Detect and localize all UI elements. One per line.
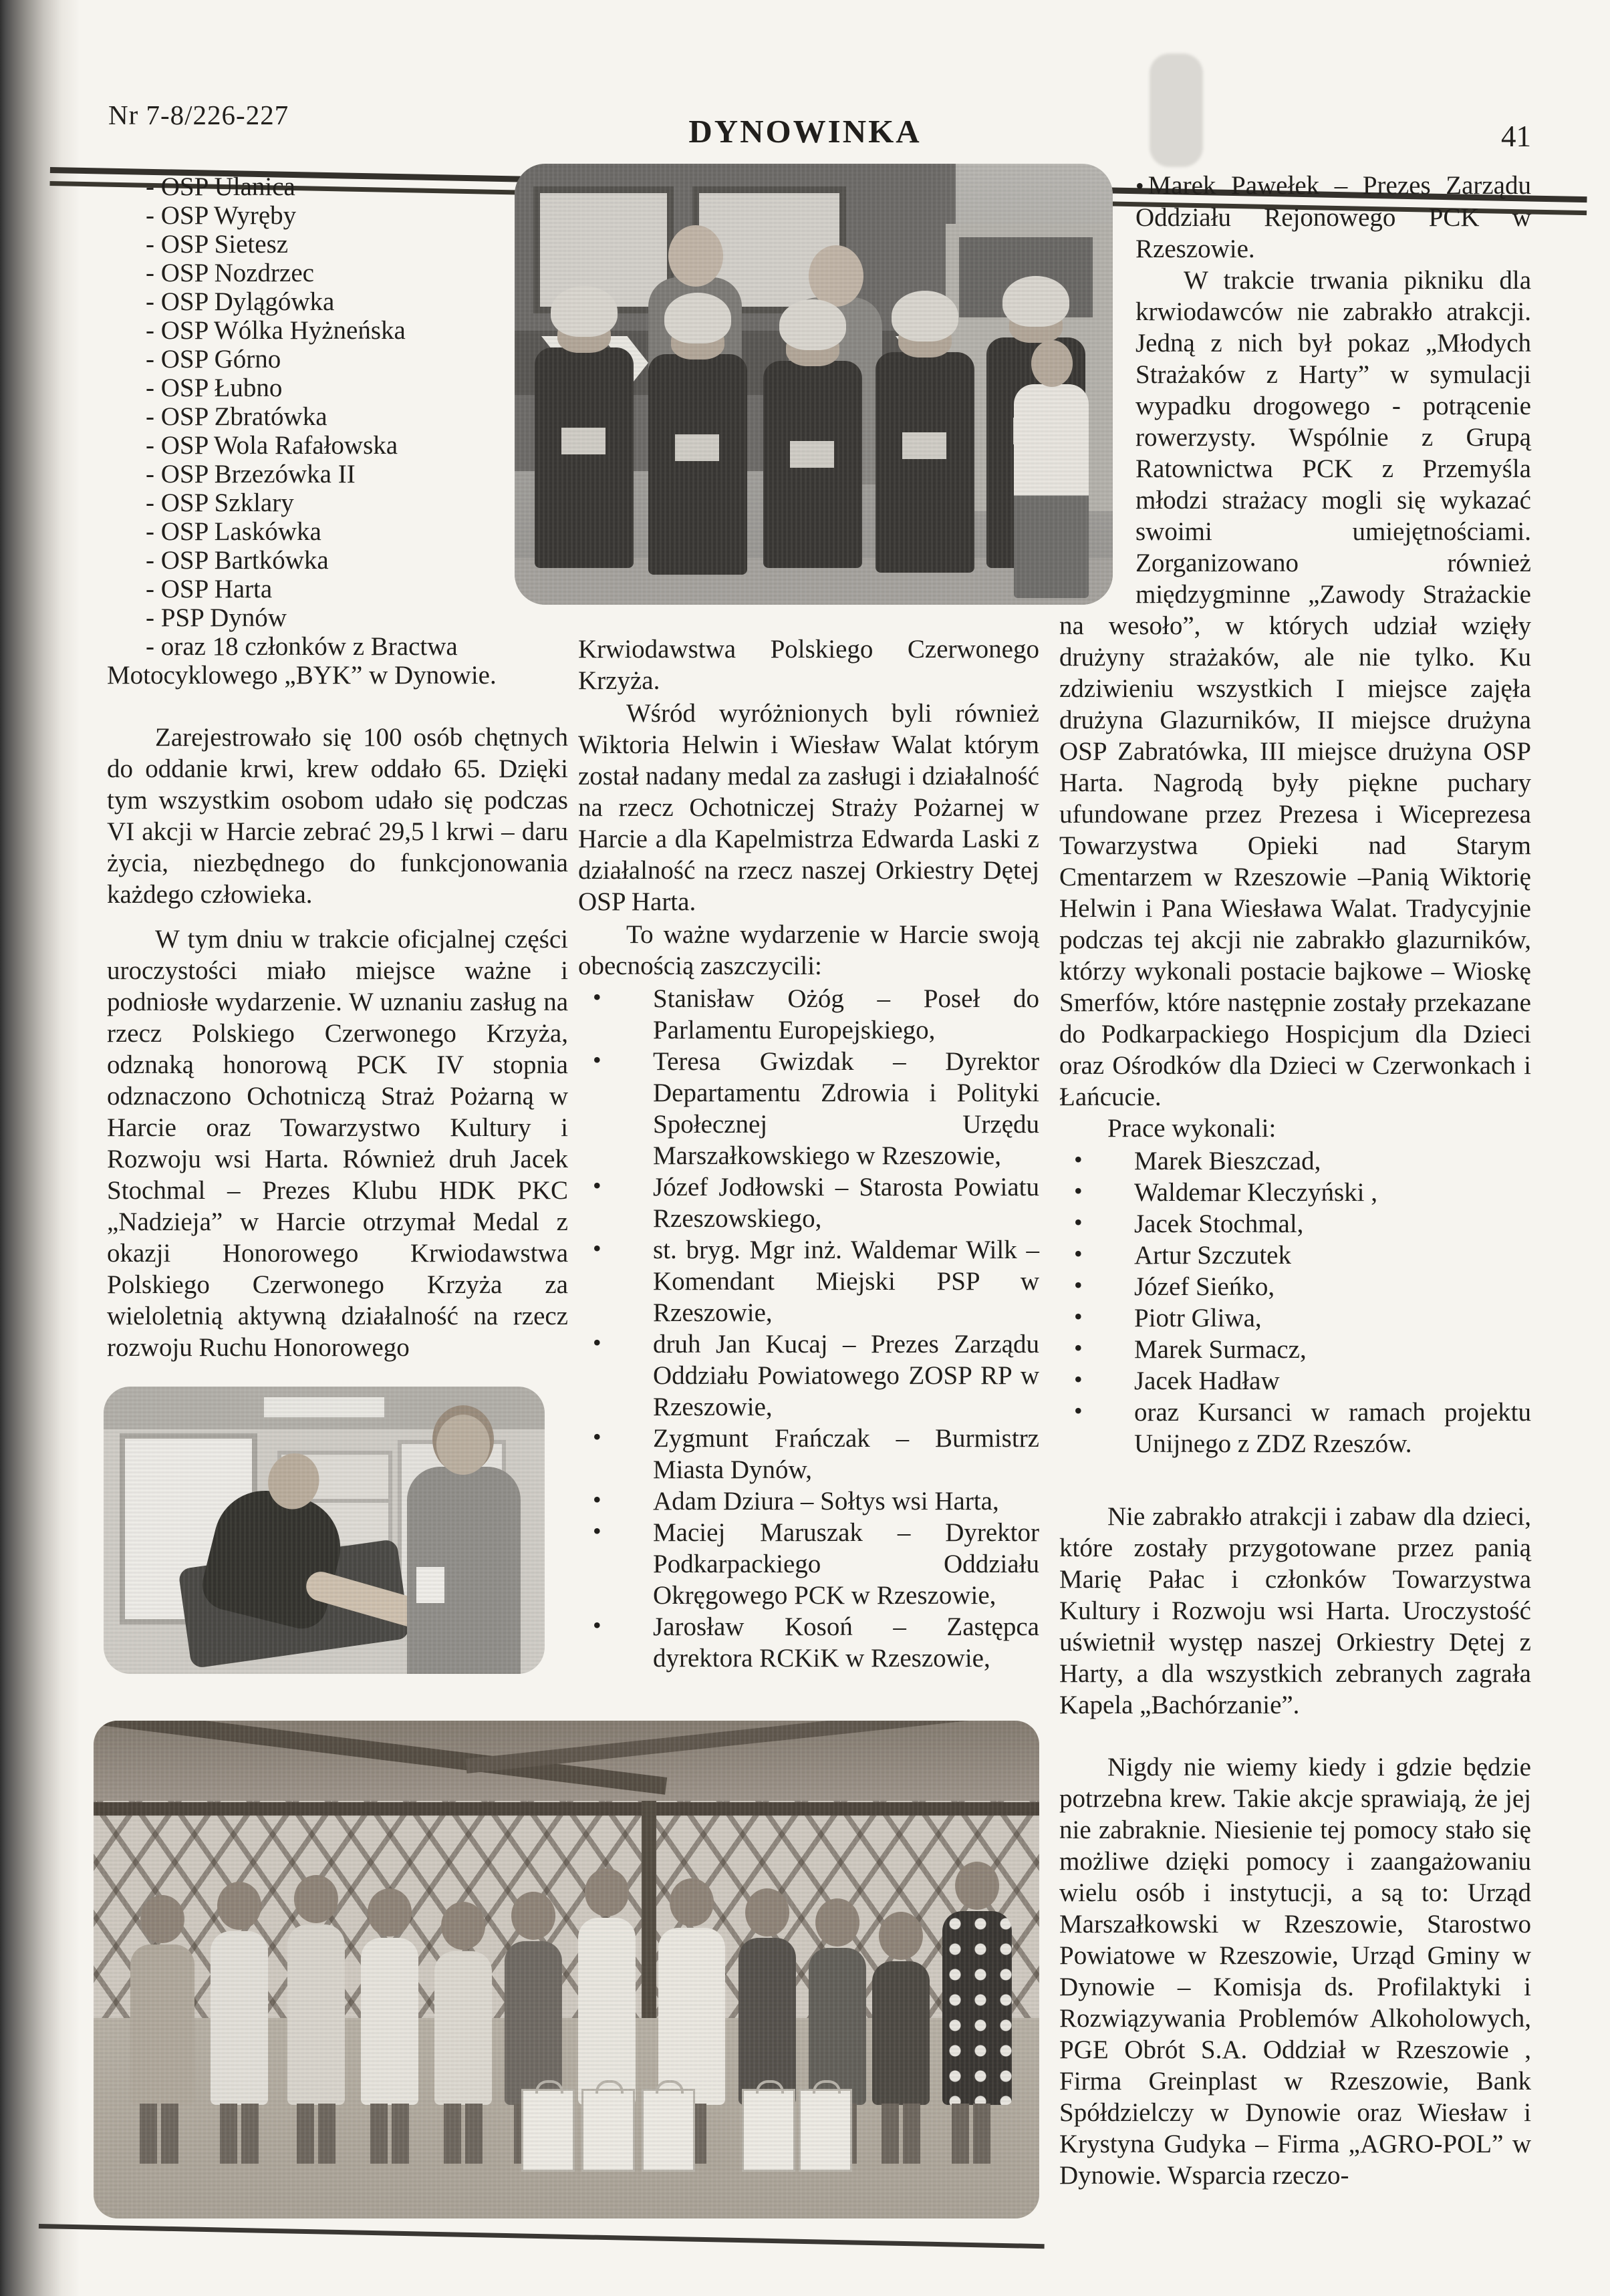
left-column	[107, 172, 568, 1363]
paragraph-picnic: W trakcie trwania pikniku dla krwiodawców nie zabrakło atrakcji. Jedną z nich był pokaz „Młodych Strażaków z Harty” w symulacji wypadku drogowego - potrącenie rowerzysty. Wspólnie z Grupą Ratownictwa PCK z Przemyśla młodzi strażacy mogli się wykazać swoimi umiejętnościami. Zorganizowano również międzygminne „Zawody Strażackie na wesoło”, w których udział wzięły drużyny strażaków, ale nie tylko. Ku zdziwieniu wszystkich I miejsce zajęła drużyna Glazurników, II miejsce drużyna OSP Zabratówka, III miejsce drużyna OSP Harta. Nagrodą były piękne puchary ufundowane przez Prezesa i Wiceprezesa Towarzystwa Opieki nad Starym Cmentarzem w Rzeszowie –Panią Wiktorię Helwin i Pana Wiesława Walat. Tradycyjnie podczas tej akcji nie zabrakło glazurników, którzy wykonali postacie bajkowe – Wioskę Smerfów, które następnie zostały przekazane do Podkarpackiego Hospicjum dla Dzieci oraz Ośrodków dla Dzieci w Czerwonkach i Łańcucie.	[1059, 266, 1531, 1111]
list-item: - OSP Wólka Hyżneńska	[146, 316, 406, 345]
guest-text: Teresa Gwizdak – Dyrektor Departamentu Zdrowia i Polityki Społecznej Urzędu Marszałkowskiego w Rzeszowie,	[653, 1047, 1039, 1170]
list-item: - oraz 18 członków z Bractwa	[146, 632, 458, 661]
list-item: - OSP Laskówka	[146, 517, 321, 546]
worker-text: Marek Bieszczad,	[1134, 1147, 1321, 1175]
worker-item	[1059, 1240, 1531, 1271]
guest-item	[578, 983, 1039, 1046]
guest-text: Józef Jodłowski – Starosta Powiatu Rzeszowskiego,	[653, 1173, 1039, 1233]
bullet-icon: •	[1074, 1209, 1083, 1236]
gift-bag	[581, 2089, 635, 2172]
adult-figure	[942, 1911, 1012, 2105]
list-item: - OSP Ulanica	[146, 172, 295, 201]
issue-number: Nr 7-8/226-227	[108, 100, 289, 130]
person-figure	[658, 1928, 725, 2105]
guest-text: Jarosław Kosoń – Zastępca dyrektora RCKiK w Rzeszowie,	[653, 1612, 1039, 1673]
list-item: - OSP Brzezówka II	[146, 460, 356, 488]
list-item: - OSP Wyręby	[146, 201, 297, 230]
gift-bag	[521, 2089, 575, 2172]
list-item: - OSP Harta	[146, 575, 273, 603]
bullet-icon: •	[593, 1172, 601, 1199]
guest-text: Adam Dziura – Sołtys wsi Harta,	[653, 1487, 999, 1516]
middle-column	[578, 633, 1039, 1674]
gift-bag	[742, 2089, 795, 2172]
bullet-icon: •	[593, 1486, 601, 1513]
paragraph-children: Nie zabrakło atrakcji i zabaw dla dzieci, które zostały przygotowane przez panią Marię Pałac i członków Towarzystwa Kultury i Rozwoju wsi Harta. Uroczystość uświetnił występ naszej Orkiestry Dętej z Harty, a dla wszystkich zebranych zagrała Kapela „Bachórzanie”.	[1059, 1502, 1531, 1719]
bullet-icon: •	[1074, 1303, 1083, 1330]
guest-item	[578, 1611, 1039, 1674]
worker-item	[1059, 1334, 1531, 1365]
worker-text: Jacek Hadław	[1134, 1367, 1280, 1395]
guest-text: Maciej Maruszak – Dyrektor Podkarpackiego Oddziału Okręgowego PCK w Rzeszowie,	[653, 1518, 1039, 1610]
page-number: 41	[1501, 120, 1531, 153]
worker-item	[1059, 1177, 1531, 1208]
person-figure	[809, 1948, 866, 2105]
list-item: - OSP Szklary	[146, 488, 294, 517]
person-figure	[130, 1945, 194, 2105]
bullet-icon: •	[1074, 1366, 1083, 1393]
worker-text: Józef Sieńko,	[1134, 1272, 1275, 1301]
gift-bag	[799, 2089, 852, 2172]
paragraph-continuation: Krwiodawstwa Polskiego Czerwonego Krzyża.	[578, 635, 1039, 695]
child-firefighter-figure	[876, 352, 974, 573]
list-item: - OSP Sietesz	[146, 230, 289, 259]
worker-item	[1059, 1271, 1531, 1302]
worker-item	[1059, 1145, 1531, 1177]
bullet-icon: •	[1135, 172, 1144, 199]
worker-text: Jacek Stochmal,	[1134, 1209, 1304, 1238]
paragraph-honored: Wśród wyróżnionych byli również Wiktoria Helwin i Wiesław Walat którym został nadany medal za zasługi i działalność na rzecz Ochotniczej Straży Pożarnej w Harcie a dla Kapelmistrza Edwarda Laski z działalność na rzecz naszej Orkiestry Dętej OSP Harta.	[578, 699, 1039, 916]
paragraph-registration: Zarejestrowało się 100 osób chętnych do oddanie krwi, krew oddało 65. Dzięki tym wszystkim osobom udało się podczas VI akcji w Harcie zebrać 29,5 l krwi – daru życia, niezbędnego do funkcjonowania każdego człowieka.	[107, 723, 568, 909]
person-figure	[287, 1924, 345, 2105]
child-firefighter-figure	[763, 361, 862, 568]
list-item-wrap: Motocyklowego „BYK” w Dynowie.	[107, 661, 497, 690]
list-item: - OSP Bartkówka	[146, 546, 329, 575]
person-figure	[578, 1918, 636, 2105]
bullet-icon: •	[593, 1235, 601, 1262]
list-item: - OSP Nozdrzec	[146, 259, 314, 287]
bullet-icon: •	[1074, 1240, 1083, 1267]
guest-item	[578, 1046, 1039, 1171]
bullet-icon: •	[593, 1046, 601, 1073]
bullet-icon: •	[593, 1518, 601, 1544]
bullet-icon: •	[1074, 1146, 1083, 1173]
child-firefighter-figure	[648, 354, 747, 575]
bullet-icon: •	[1074, 1177, 1083, 1204]
lead-person-text: Marek Pawełek – Prezes Zarządu Oddziału Rejonowego PCK w Rzeszowie.	[1135, 171, 1531, 263]
guest-item	[578, 1485, 1039, 1517]
list-item: - OSP Górno	[146, 345, 281, 374]
person-figure	[434, 1951, 492, 2105]
paragraph-works-intro: Prace wykonali:	[1107, 1114, 1277, 1143]
worker-item	[1059, 1365, 1531, 1397]
bottom-rule	[39, 2224, 1045, 2249]
bullet-icon: •	[1074, 1334, 1083, 1361]
worker-text: Waldemar Kleczyński ,	[1134, 1178, 1377, 1207]
worker-item	[1059, 1397, 1531, 1459]
list-item: - OSP Dylągówka	[146, 287, 335, 316]
osp-units-list	[107, 172, 568, 661]
rail-beam	[94, 1802, 1039, 1816]
guest-item	[578, 1328, 1039, 1423]
worker-text: oraz Kursanci w ramach projektu Unijnego z ZDZ Rzeszów.	[1134, 1398, 1531, 1458]
photo-blood-donation	[104, 1387, 545, 1674]
worker-text: Piotr Gliwa,	[1134, 1304, 1262, 1332]
list-item: - OSP Wola Rafałowska	[146, 431, 398, 460]
workers-list	[1059, 1145, 1531, 1459]
guest-item	[578, 1517, 1039, 1611]
worker-text: Artur Szczutek	[1134, 1241, 1291, 1270]
bullet-icon: •	[1074, 1397, 1083, 1424]
person-figure	[872, 1961, 930, 2105]
paragraph-ceremony: W tym dniu w trakcie oficjalnej części uroczystości miało miejsce ważne i podniosłe wydarzenie. W uznaniu zasług na rzecz Polskiego Czerwonego Krzyża, odznaką honorową PCK IV stopnia odznaczono Ochotniczą Straż Pożarną w Harcie oraz Towarzystwo Kultury i Rozwoju wsi Harta. Również druh Jacek Stochmal – Prezes Klubu HDK PKC „Nadzieja” w Harcie otrzymał Medal z okazji Honorowego Krwiodawstwa Polskiego Czerwonego Krzyża za wieloletnią aktywną działalność na rzecz rozwoju Ruchu Honorowego	[107, 925, 568, 1362]
worker-item	[1059, 1302, 1531, 1334]
bullet-icon: •	[593, 1612, 601, 1638]
person-figure	[361, 1938, 418, 2105]
right-column	[1059, 170, 1531, 2191]
guest-item	[578, 1234, 1039, 1328]
list-item: - OSP Zbratówka	[146, 402, 327, 431]
guest-text: Stanisław Ożóg – Poseł do Parlamentu Europejskiego,	[653, 984, 1039, 1044]
lamp	[264, 1397, 384, 1417]
guest-text: st. bryg. Mgr inż. Waldemar Wilk – Komendant Miejski PSP w Rzeszowie,	[653, 1236, 1039, 1327]
list-item: - PSP Dynów	[146, 603, 287, 632]
bullet-icon: •	[1074, 1272, 1083, 1298]
person-figure	[211, 1931, 268, 2105]
child-firefighter-figure	[535, 347, 634, 568]
guest-text: Zygmunt Frańczak – Burmistrz Miasta Dynów,	[653, 1424, 1039, 1484]
guest-item	[578, 1171, 1039, 1234]
id-badge	[416, 1567, 444, 1603]
newspaper-title: DYNOWINKA	[688, 113, 922, 150]
worker-item	[1059, 1208, 1531, 1240]
bullet-icon: •	[593, 984, 601, 1010]
bullet-icon: •	[593, 1423, 601, 1450]
bullet-icon: •	[593, 1329, 601, 1356]
guest-text: druh Jan Kucaj – Prezes Zarządu Oddziału Powiatowego ZOSP RP w Rzeszowie,	[653, 1330, 1039, 1421]
guest-item	[578, 1423, 1039, 1485]
guest-list	[578, 983, 1039, 1674]
worker-text: Marek Surmacz,	[1134, 1335, 1307, 1364]
paragraph-guests-intro: To ważne wydarzenie w Harcie swoją obecnością zaszczycili:	[578, 920, 1039, 980]
scan-spine-shadow	[0, 0, 80, 2296]
gift-bag	[642, 2089, 695, 2172]
photo-young-firefighters	[515, 164, 1113, 605]
list-item: - OSP Łubno	[146, 374, 283, 402]
paragraph-blood: Nigdy nie wiemy kiedy i gdzie będzie potrzebna krew. Takie akcje sprawiają, że jej nie zabraknie. Niesienie tej pomocy stało się możliwe dzięki pomocy i zaangażowaniu wielu osób i instytucji, a są to: Urząd Marszałkowski w Rzeszowie, Starostwo Powiatowe w Rzeszowie, Urząd Gminy w Dynowie – Komisja ds. Profilaktyki i Rozwiązywania Problemów Alkoholowych, PGE Obrót S.A. Oddział w Rzeszowie , Firma Greinplast w Rzeszowie, Bank Spółdzielczy w Dynowie oraz Wiesław i Krystyna Gudyka – Firma „AGRO-POL” w Dynowie. Wsparcia rzeczo-	[1059, 1753, 1531, 2190]
bystander-figure	[1014, 384, 1089, 598]
photo-children-group-gazebo	[94, 1721, 1039, 2218]
